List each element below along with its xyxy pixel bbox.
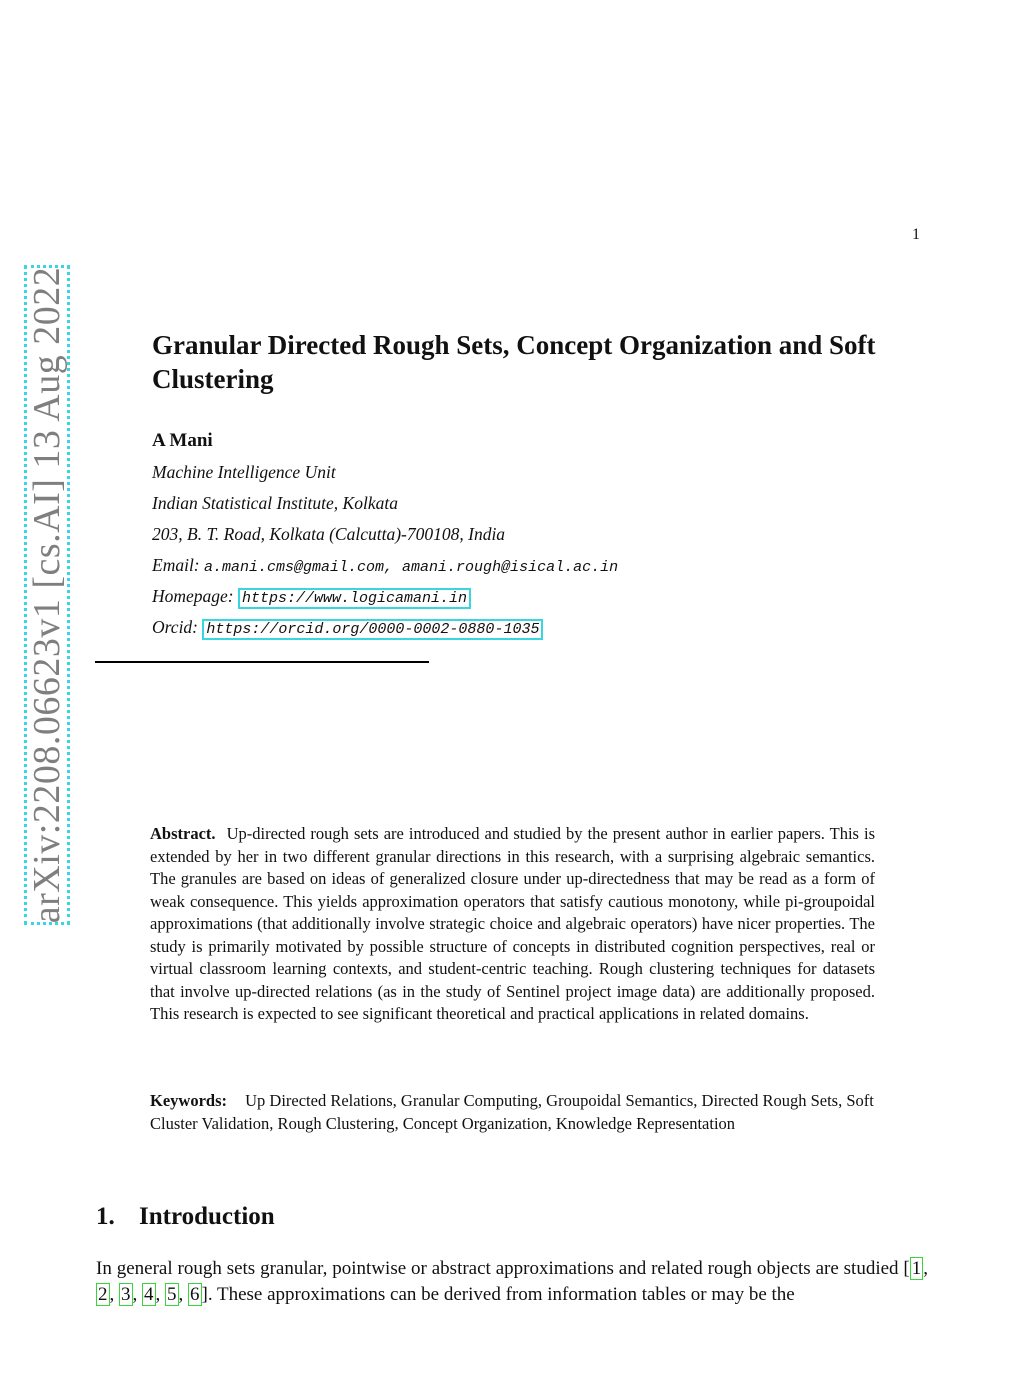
keywords-label: Keywords: — [150, 1091, 227, 1110]
affiliation-address: 203, B. T. Road, Kolkata (Calcutta)-700108, India — [152, 524, 506, 544]
citation-separator: , — [923, 1258, 928, 1279]
page-number: 1 — [912, 226, 920, 243]
intro-paragraph — [96, 1256, 928, 1308]
arxiv-identifier: arXiv:2208.06623v1 [cs.AI] 13 Aug 2022 — [26, 266, 68, 924]
intro-text-after: ]. These approximations can be derived from information tables or may be the — [201, 1284, 795, 1305]
section-title: Introduction — [139, 1203, 275, 1230]
citation-separator: , — [155, 1284, 165, 1305]
email-label: Email: — [152, 555, 200, 575]
affiliation-unit: Machine Intelligence Unit — [152, 462, 336, 482]
intro-text-before: In general rough sets granular, pointwise or abstract approximations and related rough objects are studied [ — [96, 1258, 910, 1279]
keywords-text: Up Directed Relations, Granular Computing, Groupoidal Semantics, Directed Rough Sets, Soft Cluster Validation, Rough Clustering, Concept Organization, Knowledge Representation — [150, 1091, 874, 1133]
citation-link[interactable]: 2 — [98, 1284, 108, 1305]
abstract-text: Up-directed rough sets are introduced and studied by the present author in earlier papers. This is extended by her in two different granular directions in this research, with a surprising algebraic semantics. The granules are based on ideas of generalized closure under up-directedness that may be read as a form of weak consequence. This yields approximation operators that satisfy cautious monotony, while pi-groupoidal approximations (that additionally involve strategic choice and algebraic operators) have nicer properties. The study is primarily motivated by possible structure of concepts in distributed cognition perspectives, real or virtual classroom learning contexts, and student-centric teaching. Rough clustering techniques for datasets that involve up-directed relations (as in the study of Sentinel project image data) are additionally proposed. This research is expected to see significant theoretical and practical applications in related domains. — [150, 824, 875, 1023]
homepage-line — [152, 586, 471, 607]
citation-link[interactable]: 3 — [121, 1284, 131, 1305]
abstract-label: Abstract. — [150, 824, 216, 843]
email-line — [152, 555, 618, 576]
footnote-rule — [95, 661, 429, 663]
citation-link[interactable]: 1 — [911, 1258, 922, 1279]
citation-separator: , — [178, 1284, 188, 1305]
affiliation-institute: Indian Statistical Institute, Kolkata — [152, 493, 398, 513]
citation-separator: , — [109, 1284, 119, 1305]
abstract — [150, 823, 875, 1026]
homepage-label: Homepage: — [152, 586, 234, 606]
orcid-label: Orcid: — [152, 617, 199, 637]
section-number: 1. — [96, 1203, 115, 1230]
orcid-line — [152, 617, 543, 638]
paper-title: Granular Directed Rough Sets, Concept Organization and Soft Clustering — [152, 330, 876, 394]
email-value: a.mani.cms@gmail.com, amani.rough@isical.ac.in — [204, 559, 619, 576]
section-heading — [96, 1203, 275, 1231]
citation-link[interactable]: 5 — [167, 1284, 177, 1305]
citation-link[interactable]: 6 — [190, 1284, 200, 1305]
homepage-link[interactable]: https://www.logicamani.in — [238, 588, 471, 609]
citation-separator: , — [132, 1284, 142, 1305]
citation-link[interactable]: 4 — [144, 1284, 154, 1305]
keywords — [150, 1090, 875, 1135]
orcid-link[interactable]: https://orcid.org/0000-0002-0880-1035 — [202, 619, 543, 640]
author-name: A Mani — [152, 430, 213, 451]
